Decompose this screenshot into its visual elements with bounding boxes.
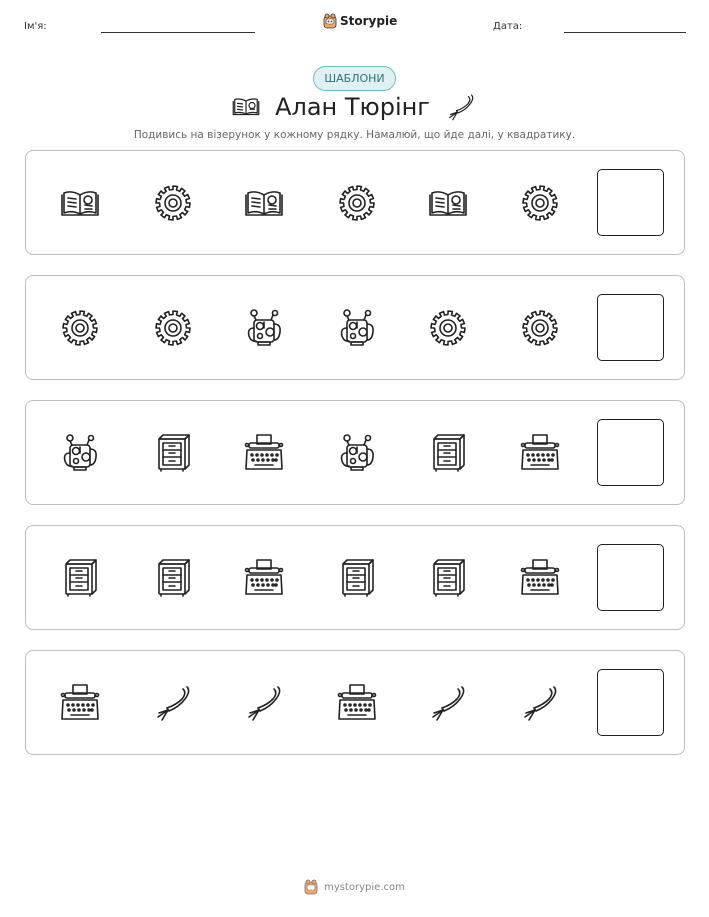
book-icon (60, 183, 100, 223)
answer-box[interactable] (597, 669, 664, 736)
title-row (0, 92, 709, 122)
gear-icon (153, 183, 193, 223)
gear-icon (337, 183, 377, 223)
gear-icon (520, 183, 560, 223)
gear-icon (153, 308, 193, 348)
footer (0, 879, 709, 895)
robot-machine-icon (337, 433, 377, 473)
cable-icon (520, 683, 560, 723)
pattern-row-3 (25, 400, 685, 505)
gear-icon (520, 308, 560, 348)
cabinet-icon (428, 433, 468, 473)
pattern-row-5 (25, 650, 685, 755)
pattern-row-2 (25, 275, 685, 380)
book-icon (244, 183, 284, 223)
typewriter-icon (60, 683, 100, 723)
category-badge: ШАБЛОНИ (313, 66, 396, 91)
name-line[interactable] (101, 32, 255, 33)
name-label: Ім'я: (24, 21, 47, 32)
gear-icon (60, 308, 100, 348)
robot-machine-icon (244, 308, 284, 348)
cabinet-icon (153, 558, 193, 598)
gear-icon (428, 308, 468, 348)
storypie-mascot-icon (323, 13, 337, 29)
page-title: Алан Тюрінг (275, 93, 430, 121)
date-label: Дата: (493, 21, 523, 32)
brand-logo (323, 13, 397, 29)
answer-box[interactable] (597, 419, 664, 486)
storypie-mascot-icon (304, 879, 318, 895)
typewriter-icon (520, 433, 560, 473)
pattern-row-1 (25, 150, 685, 255)
footer-url: mystorypie.com (324, 881, 405, 893)
cabinet-icon (428, 558, 468, 598)
book-icon (428, 183, 468, 223)
typewriter-icon (520, 558, 560, 598)
cabinet-icon (153, 433, 193, 473)
cable-icon (244, 683, 284, 723)
answer-box[interactable] (597, 169, 664, 236)
book-icon (231, 96, 261, 118)
instructions-text: Подивись на візерунок у кожному рядку. Намалюй, що йде далі, у квадратику. (133, 129, 576, 141)
cable-icon (153, 683, 193, 723)
cable-icon (428, 683, 468, 723)
robot-machine-icon (60, 433, 100, 473)
brand-name: Storypie (340, 14, 398, 28)
answer-box[interactable] (597, 294, 664, 361)
typewriter-icon (244, 558, 284, 598)
pattern-row-4 (25, 525, 685, 630)
cabinet-icon (60, 558, 100, 598)
date-line[interactable] (564, 32, 686, 33)
typewriter-icon (337, 683, 377, 723)
cabinet-icon (337, 558, 377, 598)
cable-icon (444, 92, 478, 122)
typewriter-icon (244, 433, 284, 473)
robot-machine-icon (337, 308, 377, 348)
answer-box[interactable] (597, 544, 664, 611)
